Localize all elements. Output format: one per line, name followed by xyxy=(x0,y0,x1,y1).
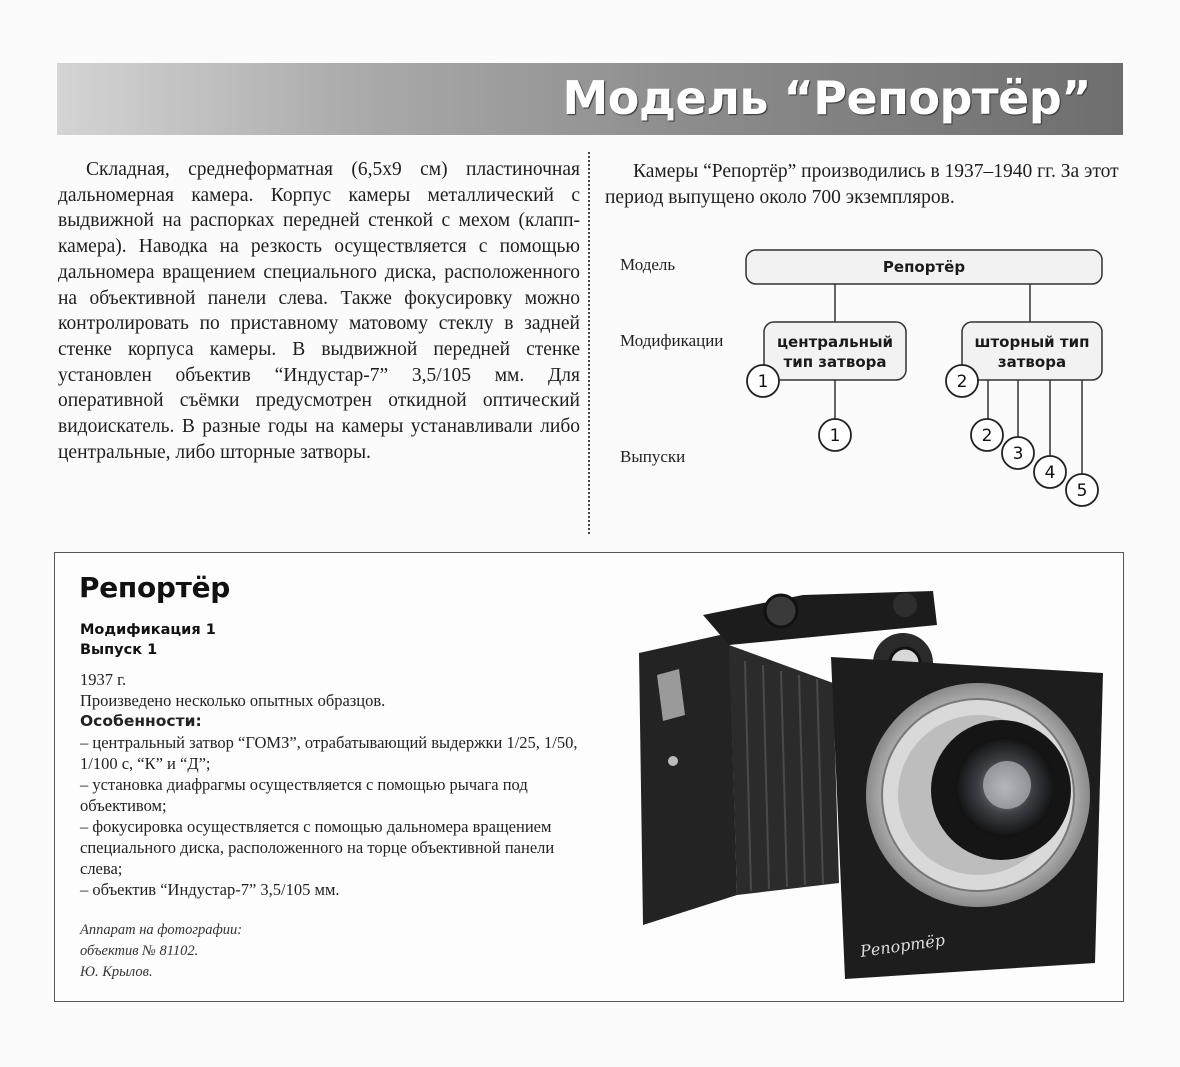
card-body xyxy=(80,669,580,900)
modification-1-box xyxy=(764,322,906,380)
mod2-line1: шторный тип xyxy=(974,333,1090,351)
card-title: Репортёр xyxy=(79,571,230,604)
issue-badge-mod2-2 xyxy=(971,419,1003,451)
mod2-number-badge xyxy=(946,365,978,397)
issue-badge-mod2-5 xyxy=(1066,474,1098,506)
issue-number: 5 xyxy=(1076,481,1088,501)
issue-badge-mod2-4 xyxy=(1034,456,1066,488)
model-name: Репортёр xyxy=(882,258,966,276)
mod2-number: 2 xyxy=(956,372,968,392)
card-issue: Выпуск 1 xyxy=(80,642,158,658)
feature-item: – фокусировка осуществляется с помощью дальномера вращением специального диска, расположенного на торце объективной панели слева; xyxy=(80,817,555,878)
modification-2-box xyxy=(962,322,1102,380)
issue-number: 4 xyxy=(1044,463,1056,483)
feature-item: – центральный затвор “ГОМЗ”, отрабатывающий выдержки 1/25, 1/50, 1/100 с, “К” и “Д”; xyxy=(80,733,578,773)
card-produced: Произведено несколько опытных образцов. xyxy=(80,691,386,710)
row-label-issues: Выпуски xyxy=(620,447,686,466)
camera-photo xyxy=(633,565,1113,995)
issue-number: 3 xyxy=(1012,444,1024,464)
mod1-number: 1 xyxy=(757,372,769,392)
page-title: Модель “Репортёр” xyxy=(562,71,1091,125)
caption-line: Аппарат на фотографии: xyxy=(80,922,243,938)
modification-diagram xyxy=(600,238,1120,518)
row-label-model: Модель xyxy=(620,255,676,274)
header-banner xyxy=(57,63,1123,135)
model-box xyxy=(746,250,1102,284)
card-meta xyxy=(80,620,216,660)
issue-badge-mod1-1 xyxy=(819,419,851,451)
caption-line: объектив № 81102. xyxy=(80,943,199,959)
production-paragraph: Камеры “Репортёр” производились в 1937–1940 гг. За этот период выпущено около 700 экземпляров. xyxy=(605,161,1119,208)
issue-number: 2 xyxy=(981,426,993,446)
row-label-modifications: Модификации xyxy=(620,331,724,350)
intro-paragraph: Складная, среднеформатная (6,5х9 см) пластиночная дальномерная камера. Корпус камеры металлический с выдвижной на распорках передней стенкой с мехом (клапп-камера). Наводка на резкость осуществляется с помощью дальномера вращением специального диска, расположенного на объективной панели слева. Также фокусировку можно контролировать по приставному матовому стеклу в задней стенке корпуса камеры. В выдвижной передней стенке установлен объектив “Индустар-7” 3,5/105 мм. Для оперативной съёмки предусмотрен откидной оптический видоискатель. В разные годы на камеры устанавливали либо центральные, либо шторные затворы. xyxy=(58,159,580,463)
caption-line: Ю. Крылов. xyxy=(80,964,153,980)
card-modification: Модификация 1 xyxy=(80,622,216,638)
column-divider xyxy=(588,152,590,534)
mod1-number-badge xyxy=(747,365,779,397)
issue-badge-mod2-3 xyxy=(1002,437,1034,469)
feature-item: – установка диафрагмы осуществляется с помощью рычага под объективом; xyxy=(80,775,528,815)
mod1-line2: тип затвора xyxy=(783,353,887,371)
features-title: Особенности: xyxy=(80,712,202,730)
card-year: 1937 г. xyxy=(80,670,127,689)
mod1-line1: центральный xyxy=(776,333,894,351)
photo-caption xyxy=(80,920,242,983)
issue-number: 1 xyxy=(829,426,841,446)
model-card xyxy=(54,552,1124,1002)
camera-nameplate: Репортёр xyxy=(858,930,947,961)
feature-item: – объектив “Индустар-7” 3,5/105 мм. xyxy=(80,880,340,899)
mod2-line2: затвора xyxy=(997,353,1067,371)
